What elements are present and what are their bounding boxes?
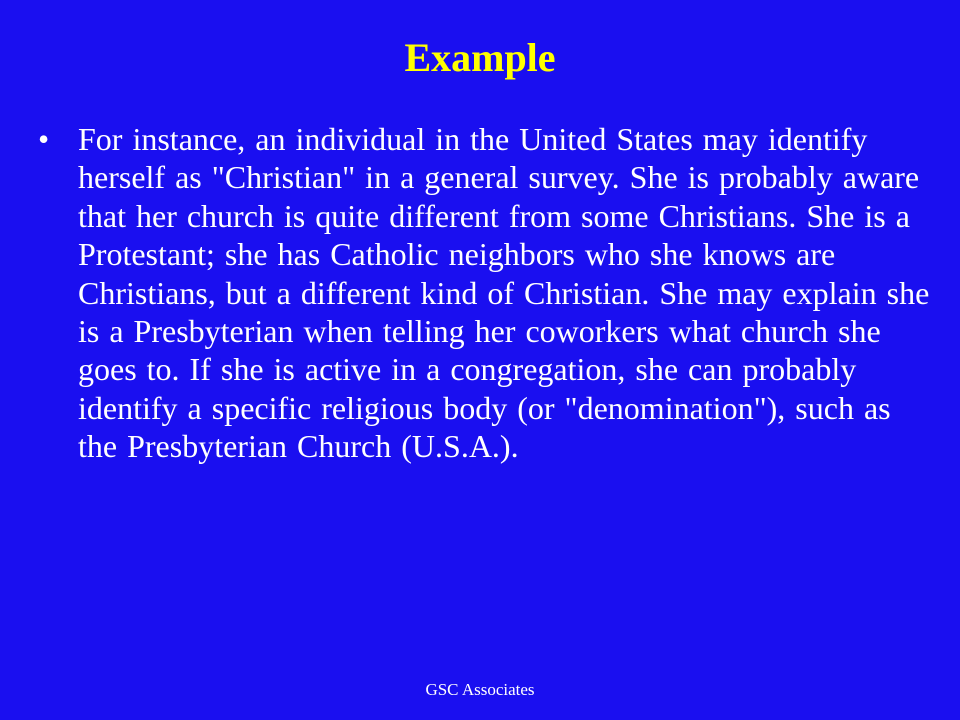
bullet-marker-icon: • — [38, 121, 50, 157]
bullet-item — [30, 120, 930, 466]
slide-footer: GSC Associates — [425, 680, 535, 699]
bullet-list — [30, 120, 930, 466]
slide-title: Example — [404, 35, 556, 80]
bullet-text: For instance, an individual in the United States may identify herself as "Christian" in a general survey. She is probably aware that her church is quite different from some Christians. She is a Protestant; she has Catholic neighbors who she knows are Christians, but a different kind of Christian. She may explain she is a Presbyterian when telling her coworkers what church she goes to. If she is active in a congregation, she can probably identify a specific religious body (or "denomination"), such as the Presbyterian Church (U.S.A.). — [78, 121, 930, 465]
